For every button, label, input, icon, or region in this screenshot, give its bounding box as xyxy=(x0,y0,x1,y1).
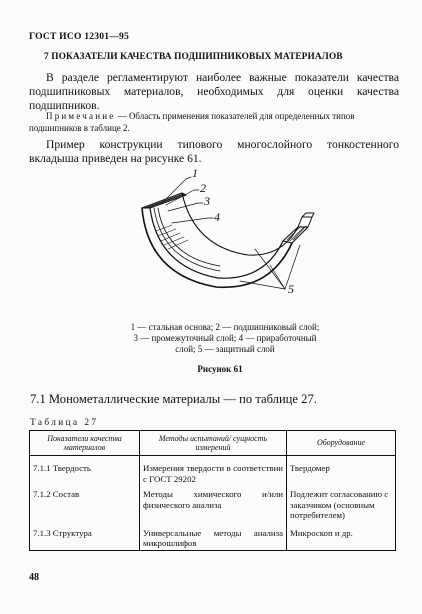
callout-4: 4 xyxy=(214,210,220,224)
table-cell: Универсальные методы анализа микрошлифов xyxy=(140,522,287,551)
table-cell: Микроскоп и др. xyxy=(287,522,396,551)
table-label: Таблица 27 xyxy=(30,418,99,428)
table-row xyxy=(30,485,396,522)
note xyxy=(29,111,399,134)
table-cell: 7.1.2 Состав xyxy=(30,485,140,522)
page-number: 48 xyxy=(29,572,39,583)
table-cell: 7.1.3 Структура xyxy=(30,522,140,551)
intro-paragraph: В разделе регламентируют наиболее важные показатели качества подшипниковых материалов, необходимых для оценки качества подшипников. xyxy=(29,71,399,112)
table-cell: Измерения твердости в соответствии с ГОСТ 29202 xyxy=(140,456,287,486)
example-paragraph: Пример конструкции типового многослойного тонкостенного вкладыша приведен на рисунке 61. xyxy=(29,138,399,165)
table-cell: Подлежит согласованию с заказчиком (основным потребителем) xyxy=(287,485,396,522)
table-cell: Твердомер xyxy=(287,456,396,486)
header-indicators: Показатели качества материалов xyxy=(30,431,140,456)
callout-5: 5 xyxy=(288,282,294,296)
header-equipment: Оборудование xyxy=(287,431,396,456)
right-end-face xyxy=(283,227,308,243)
quality-table xyxy=(29,430,396,551)
note-text: — Область применения показателей для определенных типов подшипников в таблице 2. xyxy=(29,111,355,133)
figure-title: Рисунок 61 xyxy=(197,364,243,374)
table-cell: Методы химического и/или физического анализа xyxy=(140,485,287,522)
document-header: ГОСТ ИСО 12301—95 xyxy=(29,31,129,42)
table-header-row xyxy=(30,431,396,456)
table-cell: 7.1.1 Твердость xyxy=(30,456,140,486)
figure-caption-line-1: 1 — стальная основа; 2 — подшипниковый слой; xyxy=(130,322,320,332)
callout-3: 3 xyxy=(204,194,210,208)
table-row xyxy=(30,522,396,551)
subsection-title: 7.1 Монометаллические материалы — по таблице 27. xyxy=(30,392,317,406)
header-methods: Методы испытаний/ сущность измерений xyxy=(140,431,287,456)
callout-2: 2 xyxy=(200,181,206,195)
note-label: Примечание xyxy=(46,111,116,121)
callout-1: 1 xyxy=(192,166,198,180)
table-row xyxy=(30,456,396,486)
bearing-figure xyxy=(120,165,320,315)
figure-caption-line-3: слой; 5 — защитный слой xyxy=(175,344,275,354)
section-title: 7 ПОКАЗАТЕЛИ КАЧЕСТВА ПОДШИПНИКОВЫХ МАТЕРИАЛОВ xyxy=(44,52,343,62)
figure-caption-line-2: 3 — промежуточный слой; 4 — приработочный xyxy=(133,333,317,343)
